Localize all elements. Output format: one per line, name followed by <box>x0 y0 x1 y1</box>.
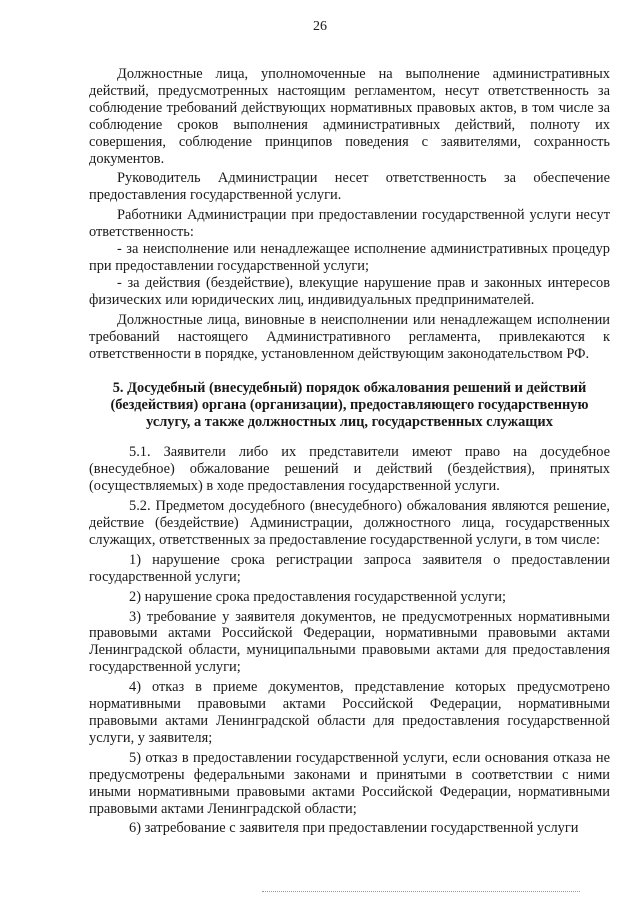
section-heading-line: (бездействия) органа (организации), предоставляющего государственную <box>110 397 589 414</box>
clause-5-1: 5.1. Заявители либо их представители имеют право на досудебное (внесудебное) обжалование решений и действий (бездействия), принятых (осуществляемых) в ходе предоставления государственной услуги. <box>89 444 610 495</box>
paragraph-list-item: - за неисполнение или ненадлежащее исполнение административных процедур при предоставлении государственной услуги; <box>89 241 610 274</box>
clause-list-item: 5) отказ в предоставлении государственной услуги, если основания отказа не предусмотрены федеральными законами и принятыми в соответствии с ними иными нормативными правовыми актами Российской Федерации, нормативными правовыми актами Ленинградской области; <box>89 749 610 817</box>
paragraph-workers-responsibility: Работники Администрации при предоставлении государственной услуги несут ответственность: <box>89 207 610 241</box>
clause-list-item: 6) затребование с заявителя при предоставлении государственной услуги <box>129 820 579 837</box>
section-heading-line: услугу, а также должностных лиц, государственных служащих <box>146 414 553 431</box>
paragraph-guilty-officials: Должностные лица, виновные в неисполнении или ненадлежащем исполнении требований настоящего Административного регламента, привлекаются к ответственности в порядке, установленном действующим законодательством РФ. <box>89 311 610 362</box>
footer-divider <box>262 891 580 892</box>
paragraph-head-responsibility: Руководитель Администрации несет ответственность за обеспечение предоставления государственной услуги. <box>89 170 610 204</box>
clause-list-item: 3) требование у заявителя документов, не предусмотренных нормативными правовыми актами Российской Федерации, нормативными правовыми актами Ленинградской области, муниципальными правовыми актами для предоставления государственной услуги; <box>89 608 610 676</box>
clause-list-item: 4) отказ в приеме документов, представление которых предусмотрено нормативными правовыми актами Российской Федерации, нормативными правовыми актами Ленинградской области для предоставления государственной услуги, у заявителя; <box>89 679 610 746</box>
paragraph-responsibility-officials: Должностные лица, уполномоченные на выполнение административных действий, предусмотренных настоящим регламентом, несут ответственность за соблюдение требований действующих нормативных правовых актов, в том числе за соблюдение сроков выполнения административных действий, полноту их совершения, соблюдение принципов поведения с заявителями, сохранность документов. <box>89 66 610 167</box>
section-heading-line: 5. Досудебный (внесудебный) порядок обжалования решений и действий <box>112 380 587 397</box>
clause-5-2: 5.2. Предметом досудебного (внесудебного) обжалования являются решение, действие (бездействие) Администрации, должностного лица, государственных служащих, ответственных за предоставление государственной услуги, в том числе: <box>89 498 610 548</box>
page-number: 26 <box>313 19 327 34</box>
paragraph-list-item: - за действия (бездействие), влекущие нарушение прав и законных интересов физических или юридических лиц, индивидуальных предпринимателей. <box>89 274 610 308</box>
document-body <box>89 66 610 837</box>
clause-list-item: 2) нарушение срока предоставления государственной услуги; <box>129 588 506 605</box>
section-heading <box>89 380 610 431</box>
clause-list-item: 1) нарушение срока регистрации запроса заявителя о предоставлении государственной услуги; <box>89 551 610 585</box>
